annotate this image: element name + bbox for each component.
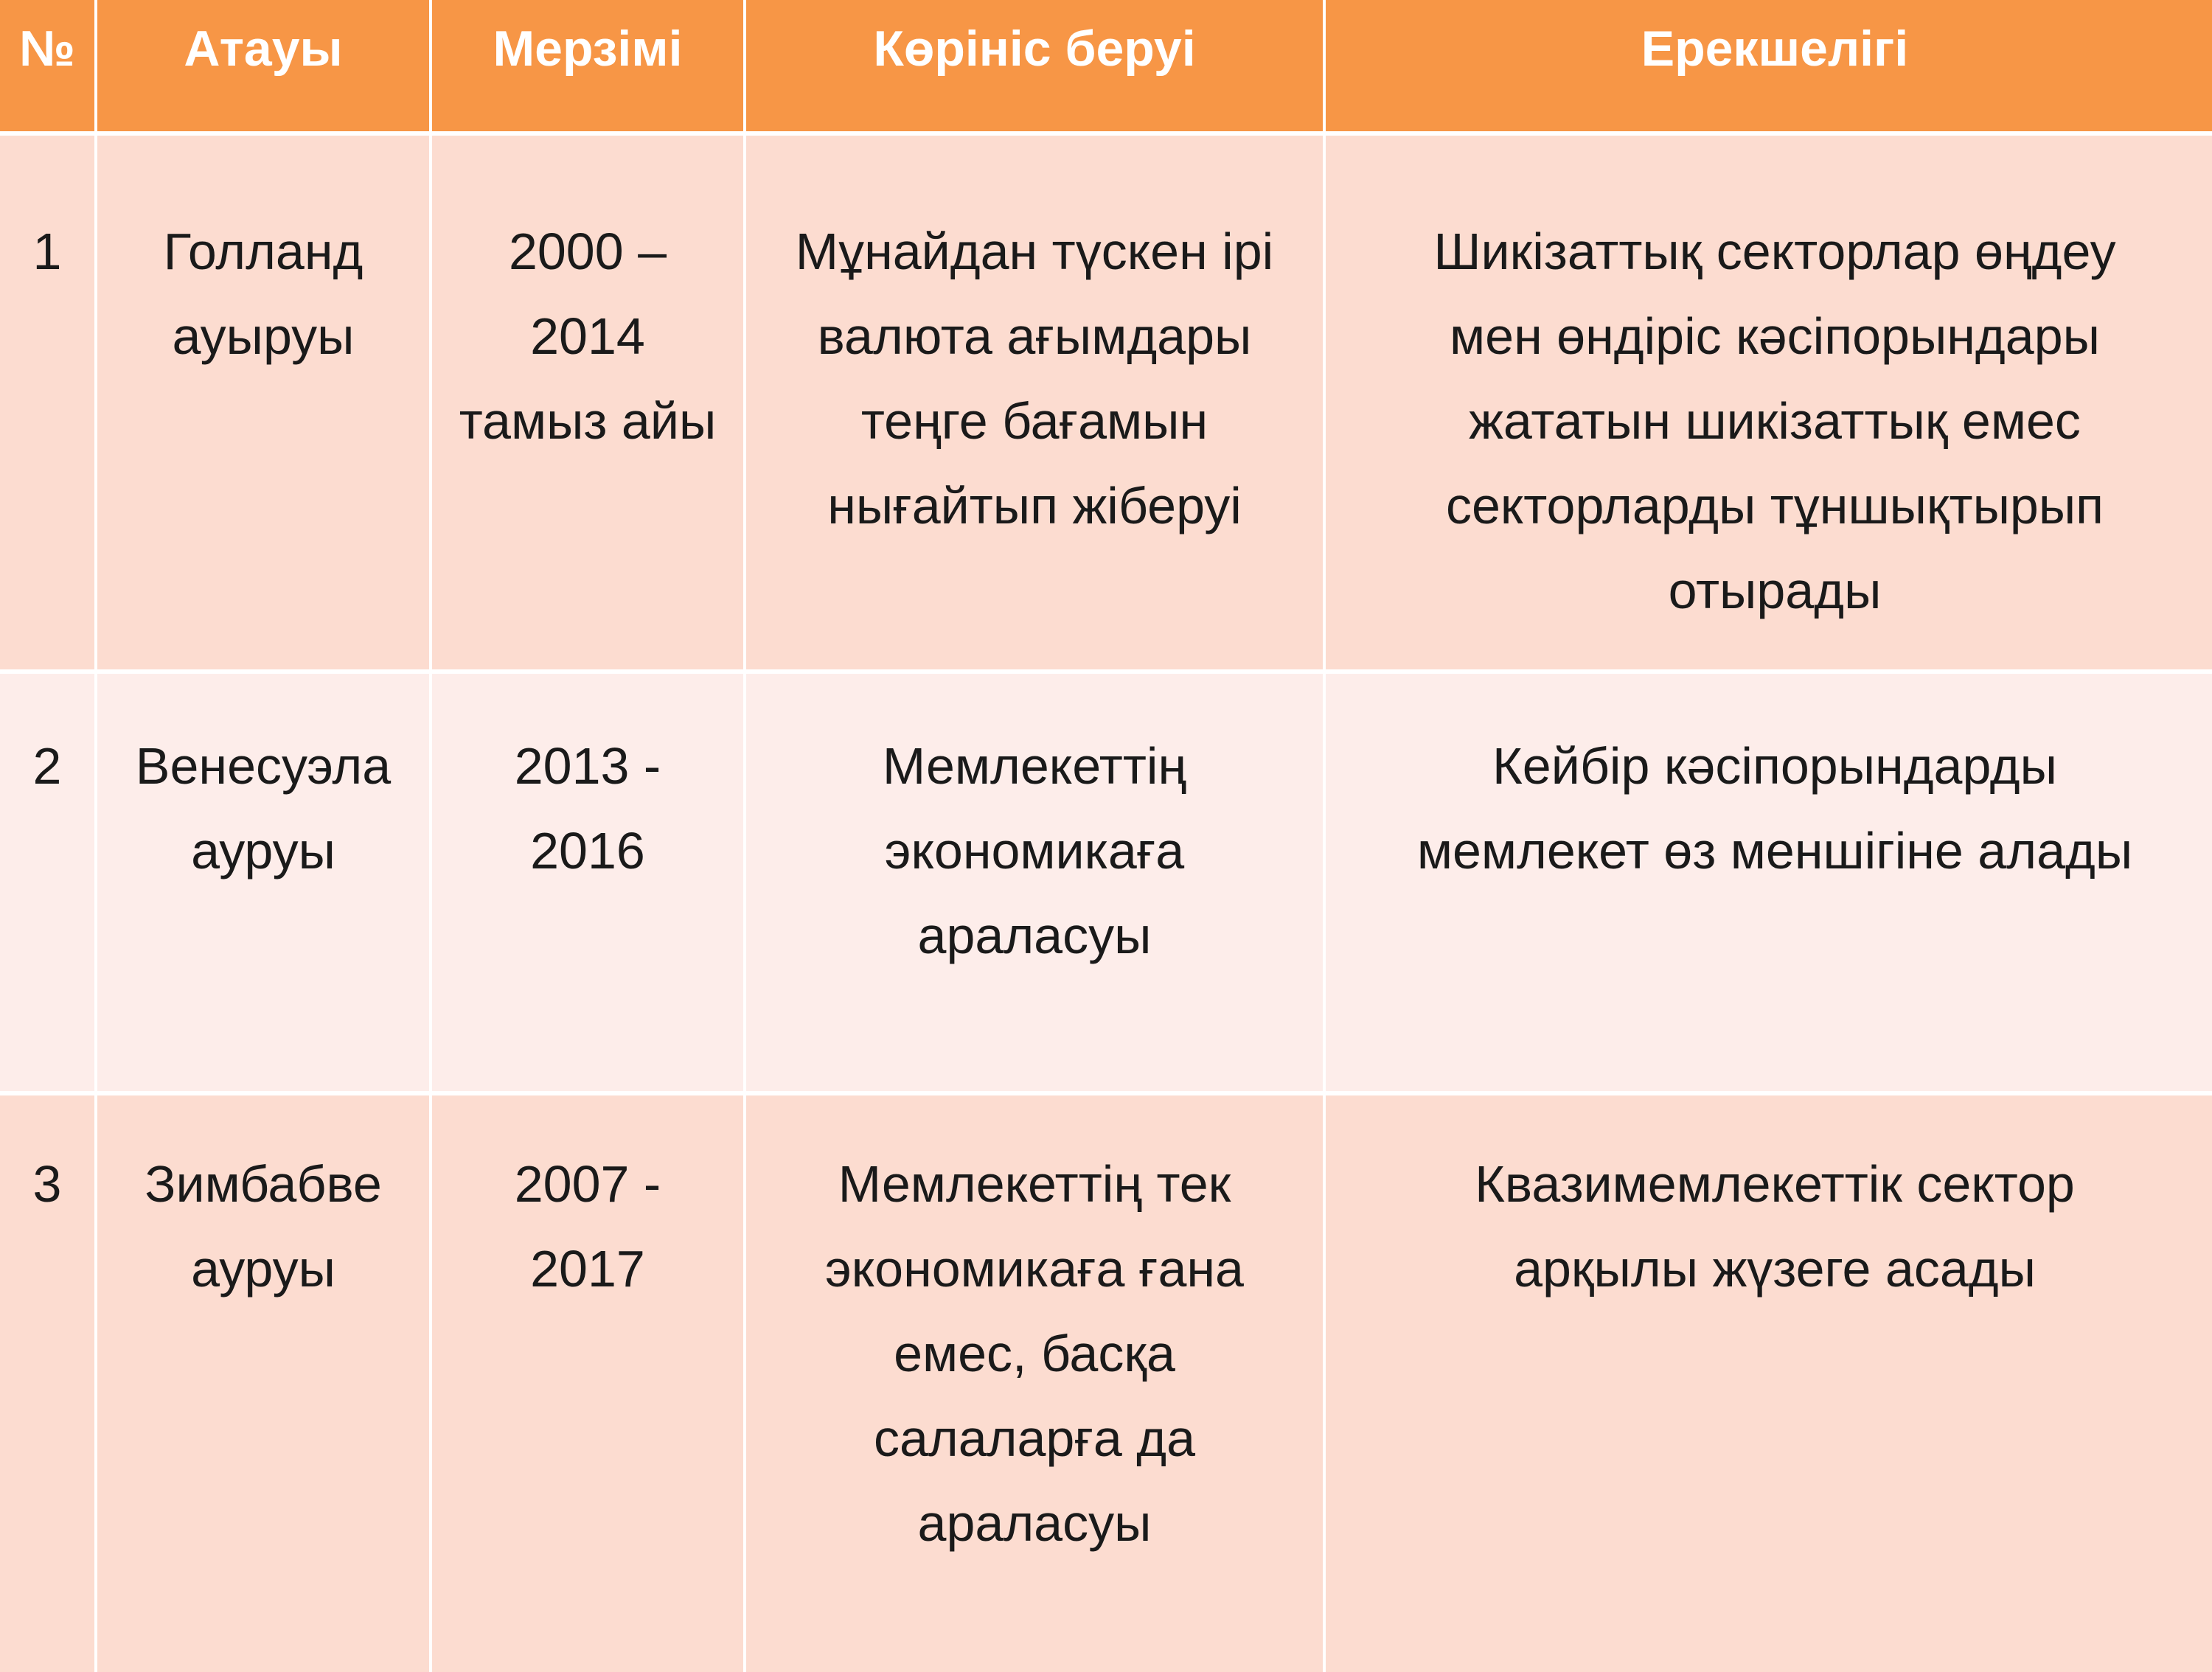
row2-period-line: 2016 [530,822,645,879]
row2-manifestation [746,674,1323,1091]
row2-name-line: ауруы [191,822,335,879]
header-number [0,0,94,131]
row1-period-line: 2014 [530,307,645,365]
header-manifestation [746,0,1323,131]
row3-manifestation-line: экономикаға ғана [825,1240,1244,1297]
row1-manifestation [746,136,1323,669]
row1-manifestation-line: нығайтып жіберуі [827,477,1242,534]
row1-period-line: тамыз айы [459,392,717,450]
row1-feature-line: секторларды тұншықтырып [1445,477,2104,534]
row1-name [97,136,429,669]
row2-period-line: 2013 - [514,737,661,795]
header-number-label: № [19,21,75,77]
row1-period [432,136,743,669]
row2-feature-line: мемлекет өз меншігіне алады [1416,822,2133,879]
header-feature-label: Ерекшелігі [1641,21,1909,77]
row3-manifestation-line: салаларға да [873,1410,1196,1467]
row2-feature-line: Кейбір кәсіпорындарды [1492,737,2057,795]
row3-period-line: 2017 [530,1240,645,1297]
row3-manifestation-line: емес, басқа [894,1325,1175,1382]
row1-feature-line: мен өндіріс кәсіпорындары [1450,307,2100,365]
row1-name-line: ауыруы [172,307,355,365]
row1-feature [1326,136,2212,669]
row1-number [0,136,94,669]
row2-name-line: Венесуэла [135,737,392,795]
row1-feature-line: отырады [1668,562,1882,619]
row1-manifestation-line: теңге бағамын [860,392,1208,450]
header-feature [1326,0,2212,131]
row2-number-text: 2 [32,737,62,795]
row1-name-line: Голланд [163,223,364,280]
row3-period [432,1095,743,1672]
row3-feature-line: арқылы жүзеге асады [1514,1240,2036,1297]
row1-period-line: 2000 – [508,223,667,280]
row3-name-line: ауруы [191,1240,335,1297]
row3-manifestation-line: Мемлекеттің тек [838,1155,1231,1213]
header-period-label: Мерзімі [493,21,683,77]
row3-number [0,1095,94,1672]
row1-feature-line: жататын шикізаттық емес [1469,392,2081,450]
row3-feature-line: Квазимемлекеттік сектор [1475,1155,2075,1213]
row2-name [97,674,429,1091]
row3-manifestation [746,1095,1323,1672]
row2-number [0,674,94,1091]
header-name [97,0,429,131]
row3-name-line: Зимбабве [145,1155,382,1213]
header-name-label: Атауы [184,21,343,77]
row3-number-text: 3 [32,1155,62,1213]
row1-manifestation-line: валюта ағымдары [817,307,1252,365]
row1-manifestation-line: Мұнайдан түскен ірі [795,223,1274,280]
row2-manifestation-line: экономикаға [884,822,1185,879]
row3-manifestation-line: араласуы [917,1494,1152,1552]
row2-manifestation-line: Мемлекеттің [882,737,1187,795]
row2-feature [1326,674,2212,1091]
row3-name [97,1095,429,1672]
row3-period-line: 2007 - [514,1155,661,1213]
row2-manifestation-line: араласуы [917,907,1152,964]
header-period [432,0,743,131]
header-manifestation-label: Көрініс беруі [873,21,1196,77]
row1-feature-line: Шикізаттық секторлар өңдеу [1433,223,2116,280]
row3-feature [1326,1095,2212,1672]
row2-period [432,674,743,1091]
row1-number-text: 1 [32,223,62,280]
